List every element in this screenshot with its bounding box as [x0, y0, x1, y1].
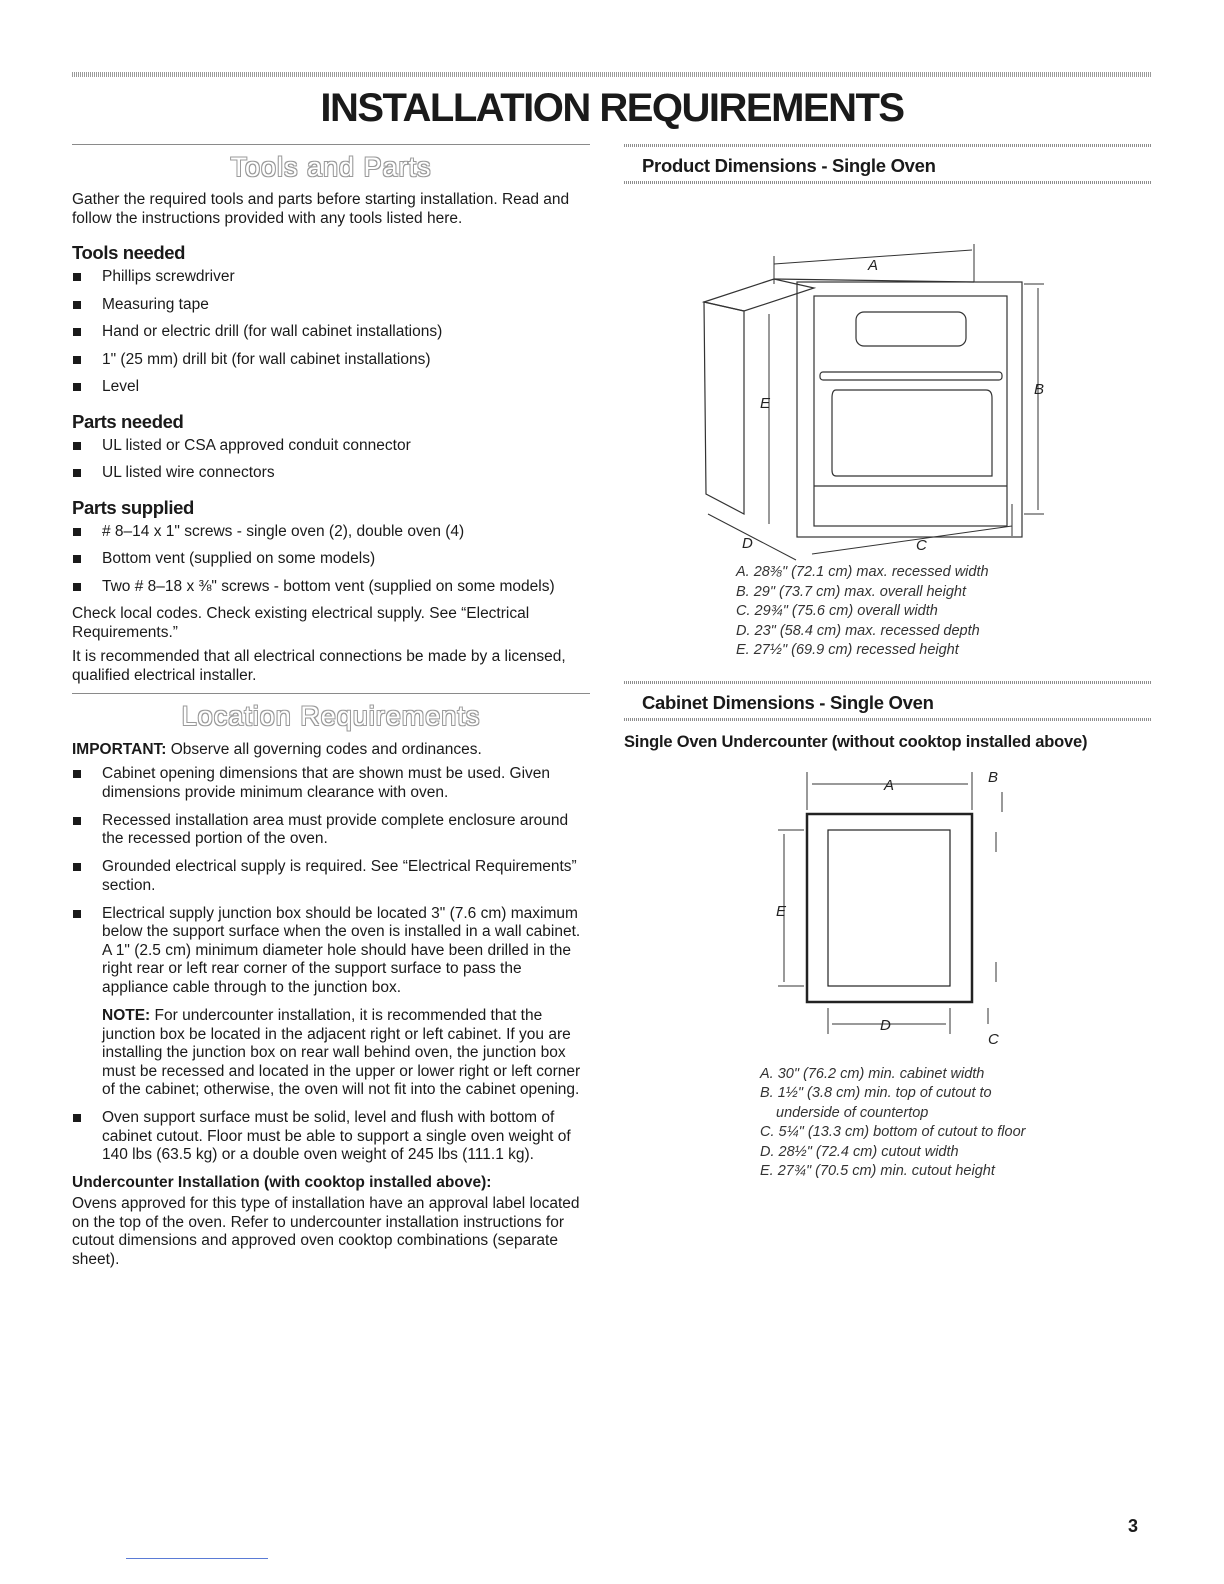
section-rule — [72, 144, 590, 145]
list-item: # 8–14 x 1" screws - single oven (2), double oven (4) — [72, 523, 590, 542]
note-label: NOTE: — [102, 1007, 151, 1025]
product-dims-legend — [736, 563, 1152, 661]
section-rule — [72, 693, 590, 694]
undercounter-heading: Undercounter Installation (with cooktop installed above): — [72, 1174, 492, 1192]
cabinet-dimensions-diagram — [624, 752, 1152, 1052]
legend-item: E. 27½" (69.9 cm) recessed height — [736, 642, 959, 658]
product-dims-header — [624, 144, 1152, 184]
cabinet-dims-legend — [760, 1065, 1152, 1182]
left-column — [72, 144, 590, 1275]
product-dims-heading: Product Dimensions - Single Oven — [642, 155, 936, 176]
label-c: C — [988, 1030, 999, 1048]
label-a: A — [868, 257, 879, 274]
top-rule — [72, 72, 1152, 77]
parts-supplied-heading: Parts supplied — [72, 496, 194, 518]
list-item: Bottom vent (supplied on some models) — [72, 550, 590, 569]
cabinet-dims-heading: Cabinet Dimensions - Single Oven — [642, 691, 934, 713]
parts-needed-heading: Parts needed — [72, 410, 184, 432]
cabinet-dims-header — [624, 681, 1152, 721]
product-dimensions-diagram — [624, 184, 1152, 564]
list-item: Hand or electric drill (for wall cabinet installations) — [72, 323, 590, 342]
list-item: Two # 8–18 x ⅜" screws - bottom vent (supplied on some models) — [72, 578, 590, 597]
label-e: E — [760, 395, 771, 412]
legend-item: D. 23" (58.4 cm) max. recessed depth — [736, 622, 980, 639]
oven-front-inner — [814, 296, 1007, 526]
recommend-text: It is recommended that all electrical connections be made by a licensed, qualified electrical installer. — [72, 648, 566, 684]
note-text — [102, 1007, 590, 1100]
oven-window — [832, 390, 992, 476]
label-c: C — [916, 537, 927, 554]
list-item: Phillips screwdriver — [72, 268, 590, 287]
tools-parts-heading: Tools and Parts — [230, 152, 432, 182]
page-title: INSTALLATION REQUIREMENTS — [320, 86, 904, 130]
tools-parts-intro: Gather the required tools and parts before starting installation. Read and follow the instructions provided with any tools listed here. — [72, 191, 570, 227]
legend-item: B. 1½" (3.8 cm) min. top of cutout to — [760, 1085, 992, 1101]
label-d: D — [880, 1016, 891, 1034]
location-heading: Location Requirements — [181, 701, 481, 732]
list-item: Cabinet opening dimensions that are shown must be used. Given dimensions provide minimum clearance with oven. — [72, 765, 590, 802]
dotted-rule — [624, 718, 1152, 721]
legend-item: B. 29" (73.7 cm) max. overall height — [736, 583, 966, 600]
list-item: Grounded electrical supply is required. See “Electrical Requirements” section. — [72, 858, 590, 895]
cabinet-outline — [807, 814, 972, 1002]
undercounter-text: Ovens approved for this type of installation have an approval label located on the top of the oven. Refer to undercounter installation instructions for cutout dimensions and approved oven cooktop combinations (separate sheet). — [72, 1195, 580, 1268]
list-item: UL listed or CSA approved conduit connector — [72, 437, 590, 456]
legend-item: C. 29¾" (75.6 cm) overall width — [736, 603, 938, 619]
legend-item: D. 28½" (72.4 cm) cutout width — [760, 1143, 959, 1160]
junction-box-text: Electrical supply junction box should be located 3" (7.6 cm) maximum below the support surface when the oven is installed in a wall cabinet. A 1" (2.5 cm) minimum diameter hole should have been drilled in the right rear or left rear corner of the support surface to pass the appliance cable through to the junction box. — [102, 904, 581, 996]
list-item: Level — [72, 378, 590, 397]
important-body: Observe all governing codes and ordinances. — [166, 740, 482, 758]
label-d: D — [742, 535, 753, 552]
important-label: IMPORTANT: — [72, 740, 167, 758]
cabinet-cutout — [828, 830, 950, 986]
legend-item: A. 30" (76.2 cm) min. cabinet width — [760, 1065, 985, 1082]
list-item: Oven support surface must be solid, level and flush with bottom of cabinet cutout. Floor must be able to support a single oven weight of 140 lbs (63.5 kg) or a double oven weight of 245 lbs (111.1 kg). — [72, 1109, 590, 1165]
location-list — [72, 765, 590, 1165]
tools-needed-heading: Tools needed — [72, 242, 186, 264]
oven-front-frame — [797, 282, 1022, 537]
note-body: For undercounter installation, it is recommended that the junction box be located in the adjacent right or left cabinet. If you are installing the junction box on rear wall behind oven, the junction box must be recessed and located in the upper or lower right or left corner of the cabinet; otherwise, the oven will not fit into the cabinet opening. — [102, 1007, 581, 1099]
right-column — [624, 144, 1152, 1182]
oven-handle — [820, 372, 1002, 380]
list-item: Recessed installation area must provide complete enclosure around the recessed portion of the oven. — [72, 812, 590, 849]
label-a: A — [884, 776, 895, 794]
cabinet-subheading: Single Oven Undercounter (without cooktop installed above) — [624, 732, 1088, 751]
label-b: B — [1034, 381, 1045, 398]
bottom-link-line — [126, 1558, 268, 1559]
list-item: UL listed wire connectors — [72, 464, 590, 483]
control-panel — [856, 312, 966, 346]
page-number: 3 — [1128, 1516, 1139, 1536]
list-item: Measuring tape — [72, 296, 590, 315]
dim-c-line — [812, 526, 1012, 554]
important-text — [72, 741, 590, 760]
legend-item: C. 5¼" (13.3 cm) bottom of cutout to floor — [760, 1124, 1026, 1140]
oven-side-panel — [704, 302, 744, 514]
tools-list — [72, 268, 590, 397]
check-codes-text: Check local codes. Check existing electrical supply. See “Electrical Requirements.” — [72, 605, 530, 641]
parts-needed-list — [72, 437, 590, 483]
label-e: E — [776, 902, 787, 920]
legend-item: E. 27¾" (70.5 cm) min. cutout height — [760, 1163, 995, 1179]
legend-item: underside of countertop — [776, 1104, 929, 1121]
list-item: 1" (25 mm) drill bit (for wall cabinet installations) — [72, 351, 590, 370]
parts-supplied-list — [72, 523, 590, 597]
label-b: B — [988, 768, 999, 786]
legend-item: A. 28⅜" (72.1 cm) max. recessed width — [736, 564, 989, 580]
list-item — [72, 905, 590, 1100]
